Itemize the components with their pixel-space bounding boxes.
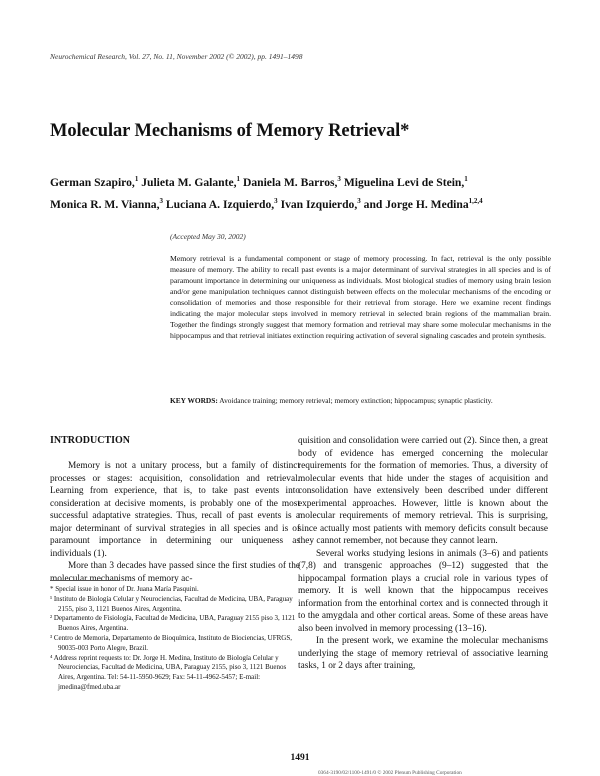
section-heading-introduction: INTRODUCTION <box>50 435 131 446</box>
author-8: and Jorge H. Medina$^{1,2,4}$ <box>363 196 483 211</box>
journal-citation: Neurochemical Research, Vol. 27, No. 11, November 2002 (© 2002), pp. 1491–1498 <box>50 52 303 61</box>
accepted-date: (Accepted May 30, 2002) <box>170 232 246 241</box>
footnote: ¹ Instituto de Biología Celular y Neurociencias, Facultad de Medicina, UBA, Paraguay 2155, piso 3, 1121 Buenos Aires, Argentina. <box>50 594 293 613</box>
paragraph: quisition and consolidation were carried out (2). Since then, a great body of evidence has emerged concerning the molecular requirements for the formation of memories. Thus, a diversity of molecular events that hide under the stages of acquisition and consolidation have extensively been described under different experimental approaches. However, little is known about the molecular requirements of memory retrieval. This is surprising, since actually most patients with memory deficits consult because they cannot remember, not because they cannot learn. <box>298 436 548 546</box>
page-number: 1491 <box>290 753 310 763</box>
footnote: ² Departamento de Fisiología, Facultad de Medicina, UBA, Paraguay 2155 piso 3, 1121 Buenos Aires, Argentina. <box>50 614 296 633</box>
author-6: Luciana A. Izquierdo,$^3$ <box>165 196 278 211</box>
paragraph: Several works studying lesions in animals (3–6) and patients (7,8) and transgenic approaches (9–12) suggested that the hippocampal formation plays a crucial role in various types of memory. It is well known that the hippocampus receives information from the entorhinal cortex and is connected through it to the amygdala and other cortical areas. Some of these areas have also been involved in memory processing (13–16). <box>298 548 548 634</box>
paper-title: Molecular Mechanisms of Memory Retrieval* <box>50 121 410 141</box>
paragraph: Memory is not a unitary process, but a family of distinct processes or stages: acquisition, consolidation and retrieval. Learning from experience, that is, to take past events into consideration at decisive moments, is probably one of the most successful adaptative strategies. Thus, recall of past events is a major determinant of survival strategies in all species and is of paramount importance in determining our uniqueness as individuals (1). <box>50 461 300 559</box>
paragraph: More than 3 decades have passed since the first studies of the molecular mechanisms of memory ac- <box>50 561 300 584</box>
keywords-label: KEY WORDS: <box>170 396 218 405</box>
author-5: Monica R. M. Vianna,$^3$ <box>50 196 164 211</box>
footnote: ³ Centro de Memoria, Departamento de Bioquímica, Instituto de Biociencias, UFRGS, 90035-003 Porto Alegre, Brazil. <box>50 633 292 652</box>
footnotes <box>50 585 300 693</box>
author-2: Julieta M. Galante,$^1$ <box>141 175 241 189</box>
keywords-list: Avoidance training; memory retrieval; memory extinction; hippocampus; synaptic plasticity. <box>219 396 493 405</box>
author-list <box>50 170 570 214</box>
footnote: ⁴ Address reprint requests to: Dr. Jorge H. Medina, Instituto de Biología Celular y Neurociencias, Facultad de Medicina, UBA, Paraguay 2155, piso 3, 1121 Buenos Aires, Argentina. Tel: 54-11-5950-9629; Fax: 54-11-4962-5457; E-mail: jmedina@fmed.uba.ar <box>50 653 287 691</box>
copyright-line: 0364-3190/02/1100-1491/0 © 2002 Plenum Publishing Corporation <box>318 770 462 776</box>
author-1: German Szapiro,$^1$ <box>50 175 139 189</box>
keywords <box>170 396 551 406</box>
author-4: Miguelina Levi de Stein,$^1$ <box>343 175 468 189</box>
author-7: Ivan Izquierdo,$^3$ <box>280 196 361 211</box>
abstract: Memory retrieval is a fundamental component or stage of memory processing. In fact, retrieval is the only possible measure of memory. The ability to recall past events is a major determinant of survival strategies in all species and is of paramount importance in determining our uniqueness as individuals. Most biological studies of memory using brain lesion and/or gene manipulation techniques cannot distinguish between effects on the molecular mechanisms of the encoding or consolidation of memories and those responsible for their retrieval from storage. Here we examine recent findings indicating the major molecular steps involved in memory retrieval in selected brain regions of the mammalian brain. Together the findings strongly suggest that memory formation and retrieval may share some molecular mechanisms in the hippocampus and that retrieval initiates extinction requiring activation of several signaling cascades and protein synthesis. <box>170 254 551 340</box>
right-column-body <box>298 435 548 673</box>
paragraph: In the present work, we examine the molecular mechanisms underlying the stage of memory retrieval of associative learning tasks, 1 or 2 days after training, <box>298 636 548 671</box>
left-column-body <box>50 460 300 585</box>
author-3: Daniela M. Barros,$^3$ <box>242 175 341 189</box>
footnote-divider <box>50 580 120 581</box>
footnote: * Special issue in honor of Dr. Juana María Pasquini. <box>50 585 199 593</box>
